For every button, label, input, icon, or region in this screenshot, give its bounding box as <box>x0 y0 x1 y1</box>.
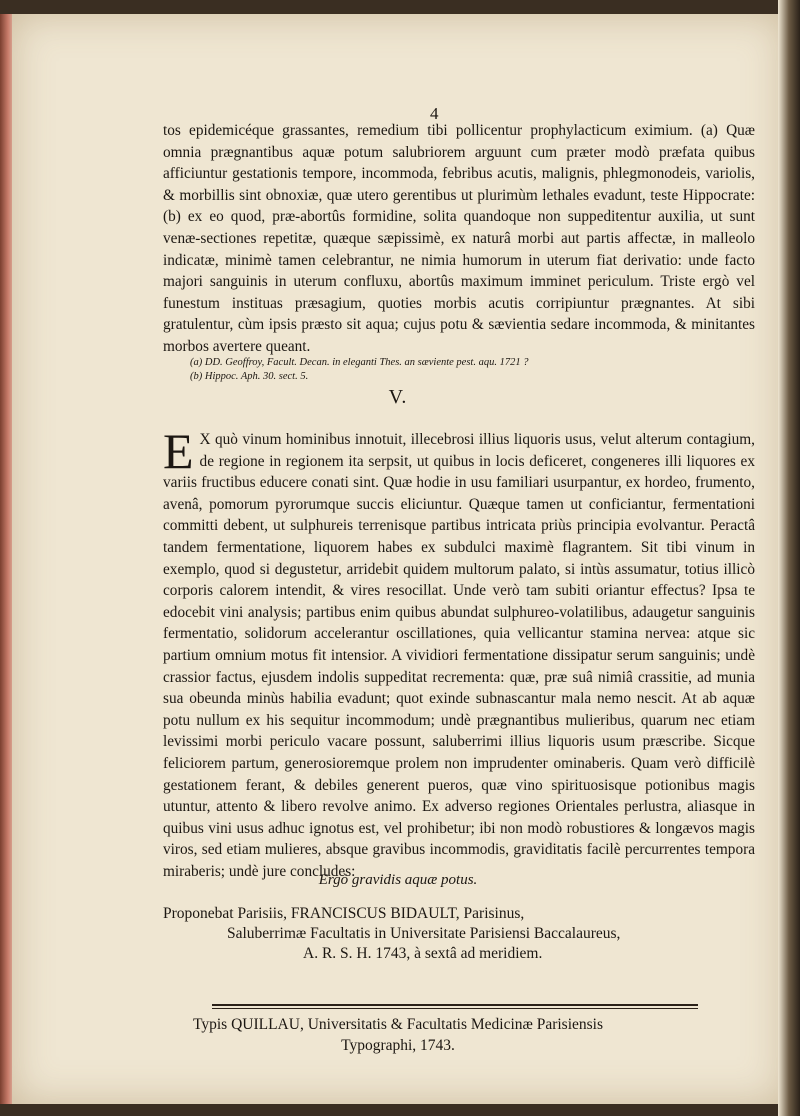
imprint <box>12 1014 784 1056</box>
imprint-line-1: Typis QUILLAU, Universitatis & Facultatis Medicinæ Parisiensis <box>192 1016 604 1033</box>
proponebat-line-2: Saluberrimæ Facultatis in Universitate Parisiensi Baccalaureus, <box>227 925 621 942</box>
page-number: 4 <box>430 104 439 123</box>
footnotes <box>190 356 750 384</box>
footnote-b: (b) Hippoc. Aph. 30. sect. 5. <box>190 371 309 382</box>
conclusion: Ergò gravidis aquæ potus. <box>318 872 478 888</box>
paragraph-2 <box>163 423 755 882</box>
divider-rule-thin <box>212 1008 698 1009</box>
proponebat-line-1: Proponebat Parisiis, FRANCISCUS BIDAULT, Parisinus, <box>163 905 525 922</box>
proponebat-line-3: A. R. S. H. 1743, à sextâ ad meridiem. <box>303 945 543 962</box>
proponebat-block <box>163 904 755 964</box>
page-edge-right <box>778 0 800 1116</box>
paragraph-2-text: X quò vinum hominibus innotuit, illecebrosi illius liquoris usus, velut alterum contagium, de regione in regionem ita serpsit, ut quibus in locis deficeret, congeneres illi liquores ex variis fructibus educere conati sint. Quæ hodie in usu familiari usurpantur, ex hordeo, frumento, avenâ, pomorum pyrorumque succis eliciuntur. Quæque tamen ut conficiantur, fermentationi committi debent, ut sulphureis terrenisque partibus intricata priùs principia evolvantur. Peractâ tandem fermentatione, liquorem habes ex subdulci maximè flagrantem. Sit tibi vinum in exemplo, quod si degustetur, arridebit quidem multorum palato, si intùs assumatur, totius illicò corporis calorem intendit, & vires resocillat. Unde verò tam subiti oriantur effectus? Ipsa te edocebit vini analysis; partibus enim quibus abundat sulphureo-volatilibus, adaugetur sanguinis fermentatio, solidorum accelerantur oscillationes, quia vellicantur stamina nervea: atque sic partium omnium motus fit intensior. A vividiori fermentatione dissipatur serum sanguinis; undè crassior factus, ejusdem indolis suppeditat recrementa: quæ, præ suâ nimiâ crassitie, ad munia sua obeunda minùs habilia evadunt; quot exinde subnascantur mala nemo nescit. At ab aquæ potu nullum ex his sequitur incommodum; undè prægnantibus mulieribus, quarum nec etiam levissimi morbi periculo vacare possunt, saluberrimi illius liquoris usum præscribe. Sicque feliciorem partum, generosioremque prolem non imprudenter ominaberis. Quam verò difficilè gestationem ferant, & debiles generent pueros, quæ vino spirituosisque potionibus magis utuntur, attento & libero revolve animo. Ex adverso regiones Orientales perlustra, aliasque in quibus vini usus adhuc ignotus est, vel prohibetur; ibi non modò robustiores & longævos magis viros, sed etiam mulieres, absque gravibus incommodis, graviditatis facilè percurrentes tempora miraberis; undè jure concludes: <box>163 431 755 880</box>
paragraph-1-text: tos epidemicéque grassantes, remedium tibi pollicentur prophylacticum eximium. (a) Quæ omnia prægnantibus aquæ potum salubriorem arguunt cum præter modò præfata quibus afficiuntur gestationis tempore, incommoda, febribus acutis, malignis, phlegmonodeis, variolis, & morbillis sint obnoxiæ, quæ utero gerentibus ut plurimùm lethales evadunt, teste Hippocrate: (b) ex eo quod, præ-abortûs formidine, solita quandoque non suppeditentur auxilia, ut sunt venæ-sectiones repetitæ, quæque sæpissimè, ex naturâ morbi aut partis affectæ, in malleolo indicatæ, minimè tamen celebrantur, ne nimia humorum in uterum fiat derivatio: unde facto majori sanguinis in uterum confluxu, abortûs maximum imminet periculum. Triste ergò vel funestum instituas præsagium, quoties morbis acutis corripiuntur prægnantes. At sibi gratulentur, cùm ipsis præsto sit aqua; cujus potu & sævientia sedare incommoda, & minitantes morbos avertere queant. <box>163 122 755 355</box>
imprint-line-2: Typographi, 1743. <box>341 1037 455 1054</box>
document-page <box>12 14 784 1104</box>
footnote-a: (a) DD. Geoffroy, Facult. Decan. in eleganti Thes. an sæviente pest. aqu. 1721 ? <box>190 357 529 368</box>
drop-cap: E <box>163 423 194 479</box>
divider-rule <box>212 1004 698 1006</box>
section-heading: V. <box>388 386 408 408</box>
paragraph-1 <box>163 120 755 358</box>
